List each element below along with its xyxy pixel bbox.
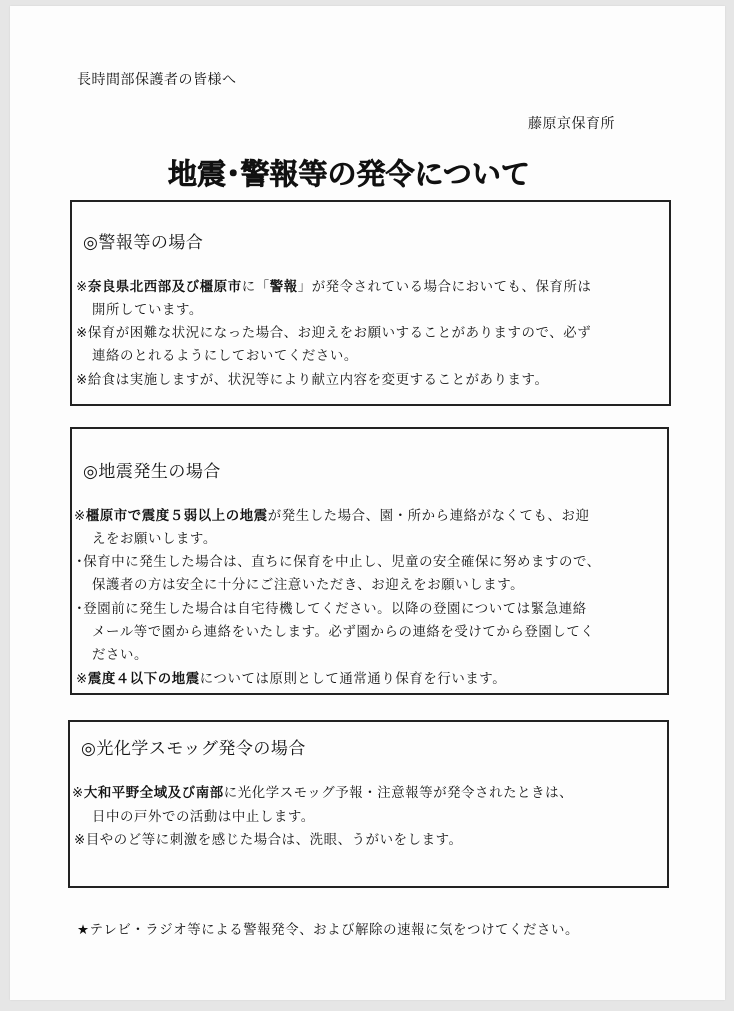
- warning-line-1-rest: 」が発令されている場合においても、保育所は: [297, 280, 592, 295]
- earthquake-line-4: 保護者の方は安全に十分にご注意いただき、お迎えをお願いします。: [92, 578, 525, 593]
- warning-section-heading: ◎警報等の場合: [83, 233, 204, 253]
- page-title: 地震･警報等の発令について: [168, 157, 530, 191]
- note-mark: ※: [76, 280, 88, 295]
- smog-area-text: 大和平野全域及び南部: [83, 786, 224, 801]
- warning-line-1-mid: に「: [241, 280, 270, 295]
- warning-line-5: ※給食は実施しますが、状況等により献立内容を変更することがあります。: [76, 373, 549, 388]
- earthquake-threshold-text: 橿原市で震度５弱以上の地震: [85, 509, 268, 524]
- earthquake-line-8-rest: については原則として通常通り保育を行います。: [199, 672, 507, 687]
- warning-line-4: 連絡のとれるようにしておいてください。: [92, 349, 358, 364]
- earthquake-line-3: ･保育中に発生した場合は、直ちに保育を中止し、児童の安全確保に努めますので、: [76, 555, 601, 570]
- earthquake-line-2: えをお願いします。: [92, 532, 217, 547]
- note-mark: ※: [72, 786, 84, 801]
- footer-note: ★テレビ・ラジオ等による警報発令、および解除の速報に気をつけてください。: [77, 923, 580, 938]
- earthquake-line-6: メール等で園から連絡をいたします。必ず園からの連絡を受けてから登園してく: [92, 625, 595, 640]
- earthquake-line-8: [76, 668, 506, 687]
- smog-section-heading: ◎光化学スモッグ発令の場合: [81, 739, 306, 759]
- sender-name: 藤原京保育所: [528, 116, 615, 132]
- smog-line-1-rest: に光化学スモッグ予報・注意報等が発令されたときは、: [223, 786, 574, 801]
- smog-line-1: [72, 782, 573, 801]
- note-mark: ※: [74, 509, 86, 524]
- warning-area-text: 奈良県北西部及び橿原市: [87, 280, 242, 295]
- earthquake-section-heading: ◎地震発生の場合: [83, 462, 221, 482]
- warning-line-3: ※保育が困難な状況になった場合、お迎えをお願いすることがありますので、必ず: [76, 326, 592, 341]
- earthquake-line-7: ださい。: [92, 648, 148, 663]
- smog-line-2: 日中の戸外での活動は中止します。: [92, 810, 315, 825]
- smog-line-3: ※目やのど等に刺激を感じた場合は、洗眼、うがいをします。: [74, 833, 463, 848]
- warning-line-1: [76, 276, 592, 295]
- earthquake-line-1-rest: が発生した場合、園・所から連絡がなくても、お迎: [267, 509, 590, 524]
- warning-line-2: 開所しています。: [92, 303, 203, 318]
- warning-keyword: 警報: [269, 280, 298, 295]
- recipient-line: 長時間部保護者の皆様へ: [77, 72, 237, 88]
- earthquake-line-1: [74, 505, 590, 524]
- earthquake-minor-text: 震度４以下の地震: [87, 672, 200, 687]
- earthquake-line-5: ･登園前に発生した場合は自宅待機してください。以降の登園については緊急連絡: [76, 602, 587, 617]
- note-mark: ※: [76, 672, 88, 687]
